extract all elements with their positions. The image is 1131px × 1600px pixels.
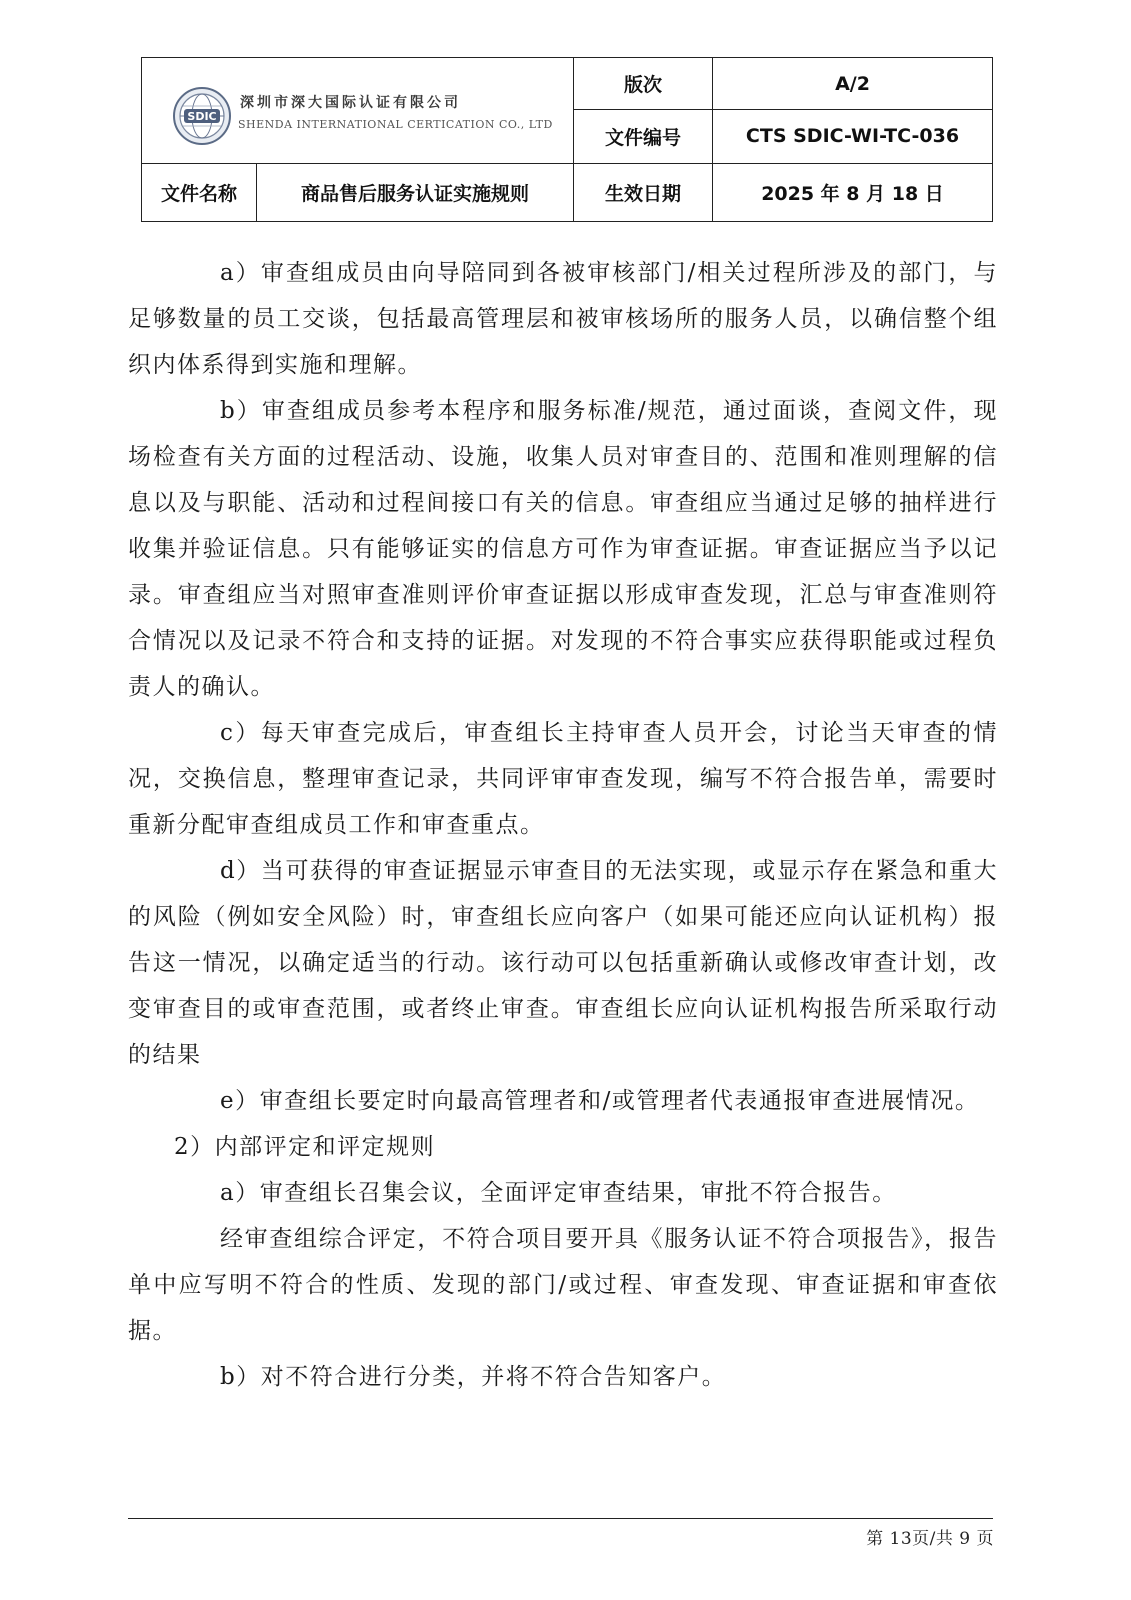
effective-date-value: 2025 年 8 月 18 日 [713, 163, 993, 221]
edition-value: A/2 [713, 58, 993, 110]
paragraph-item-e: e）审查组长要定时向最高管理者和/或管理者代表通报审查进展情况。 [220, 1088, 980, 1114]
footer-divider [128, 1518, 993, 1519]
paragraph-item-d: d）当可获得的审查证据显示审查目的无法实现，或显示存在紧急和重大的风险（例如安全风险）时，审查组长应向客户（如果可能还应向认证机构）报告这一情况，以确定适当的行动。该行动可以包括重新确认或修改审查计划，改变审查目的或审查范围，或者终止审查。审查组长应向认证机构报告所采取行动的结果 [128, 858, 998, 1068]
company-name-en: SHENDA INTERNATIONAL CERTICATION CO., LTD [238, 118, 553, 131]
doc-number-label: 文件编号 [574, 110, 713, 163]
paragraph-item-b: b）审查组成员参考本程序和服务标准/规范，通过面谈，查阅文件，现场检查有关方面的过程活动、设施，收集人员对审查目的、范围和准则理解的信息以及与职能、活动和过程间接口有关的信息。审查组应当通过足够的抽样进行收集并验证信息。只有能够证实的信息方可作为审查证据。审查证据应当予以记录。审查组应当对照审查准则评价审查证据以形成审查发现，汇总与审查准则符合情况以及记录不符合和支持的证据。对发现的不符合事实应获得职能或过程负责人的确认。 [128, 398, 998, 700]
logo-letters: SDIC [187, 110, 217, 123]
doc-number-value: CTS SDIC-WI-TC-036 [713, 110, 993, 163]
doc-name-value: 商品售后服务认证实施规则 [257, 163, 574, 221]
edition-label: 版次 [574, 58, 713, 110]
paragraph-review-note: 经审查组综合评定，不符合项目要开具《服务认证不符合项报告》，报告单中应写明不符合的性质、发现的部门/或过程、审查发现、审查证据和审查依据。 [128, 1226, 998, 1344]
paragraph-item-a: a）审查组成员由向导陪同到各被审核部门/相关过程所涉及的部门，与足够数量的员工交谈，包括最高管理层和被审核场所的服务人员，以确信整个组织内体系得到实施和理解。 [128, 260, 998, 378]
company-logo-icon [172, 86, 232, 146]
document-header-table [141, 57, 993, 222]
page-number: 第 13页/共 9 页 [866, 1529, 994, 1549]
company-logo-cell [142, 58, 574, 164]
paragraph-item-c: c）每天审查完成后，审查组长主持审查人员开会，讨论当天审查的情况，交换信息，整理审查记录，共同评审审查发现，编写不符合报告单，需要时重新分配审查组成员工作和审查重点。 [128, 720, 998, 838]
section-heading-2: 2）内部评定和评定规则 [174, 1134, 436, 1160]
document-body [128, 250, 998, 1400]
doc-name-label: 文件名称 [142, 163, 257, 221]
paragraph-review-a: a）审查组长召集会议，全面评定审查结果，审批不符合报告。 [220, 1180, 897, 1206]
company-name-cn: 深圳市深大国际认证有限公司 [240, 95, 461, 111]
paragraph-review-b: b）对不符合进行分类，并将不符合告知客户。 [220, 1364, 727, 1390]
effective-date-label: 生效日期 [574, 163, 713, 221]
